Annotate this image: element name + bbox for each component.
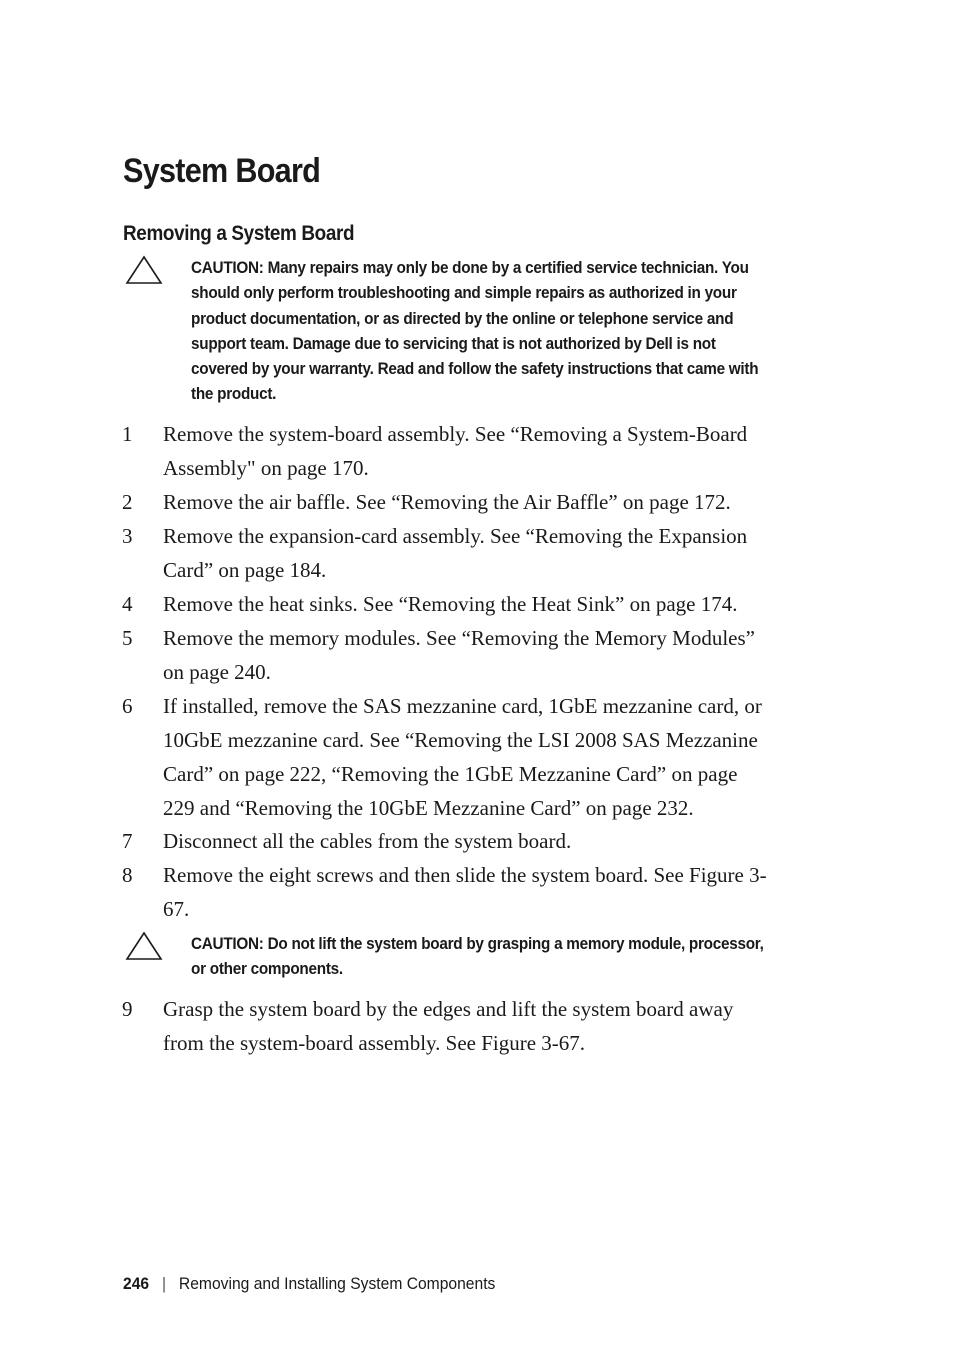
footer-separator: | bbox=[161, 1274, 167, 1293]
caution-text: CAUTION: Many repairs may only be done by a certified service technician. You should only perform troubleshooting and simple repairs as authorized in your product documentation, or as directed by the online or telephone service and support team. Damage due to servicing that is not authorized by Dell is not covered by your warranty. Read and follow the safety instructions that came with the product. bbox=[191, 258, 759, 404]
step-text: Remove the memory modules. See “Removing the Memory Modules” on page 240. bbox=[163, 626, 755, 684]
page-footer bbox=[123, 1272, 495, 1296]
chapter-title: Removing and Installing System Components bbox=[178, 1274, 496, 1293]
step-text: Remove the heat sinks. See “Removing the Heat Sink” on page 174. bbox=[163, 592, 738, 616]
step-text: If installed, remove the SAS mezzanine card, 1GbE mezzanine card, or 10GbE mezzanine card. See “Removing the LSI 2008 SAS Mezzanine Card” on page 222, “Removing the 1GbE Mezzanine Card” on page 229 and “Removing the 10GbE Mezzanine Card” on page 232. bbox=[163, 694, 762, 820]
section-title: Removing a System Board bbox=[123, 222, 355, 245]
caution-triangle-icon bbox=[125, 931, 163, 961]
step-number: 8 bbox=[122, 863, 133, 887]
step-number: 5 bbox=[122, 626, 133, 650]
step-number: 3 bbox=[122, 524, 133, 548]
page-title: System Board bbox=[123, 152, 321, 190]
caution-text: CAUTION: Do not lift the system board by grasping a memory module, processor, or other components. bbox=[191, 934, 764, 979]
step-number: 4 bbox=[122, 592, 133, 616]
step-text: Remove the air baffle. See “Removing the Air Baffle” on page 172. bbox=[163, 490, 731, 514]
step-text: Remove the system-board assembly. See “Removing a System-Board Assembly" on page 170. bbox=[163, 422, 748, 480]
step-number: 7 bbox=[122, 829, 133, 853]
step-text: Disconnect all the cables from the system board. bbox=[163, 829, 572, 853]
step-text: Grasp the system board by the edges and lift the system board away from the system-board assembly. See Figure 3-67. bbox=[163, 997, 734, 1055]
step-number: 2 bbox=[122, 490, 133, 514]
step-number: 6 bbox=[122, 694, 133, 718]
page-number: 246 bbox=[123, 1274, 150, 1293]
caution-triangle-icon bbox=[125, 255, 163, 285]
step-number: 1 bbox=[122, 422, 133, 446]
step-text: Remove the expansion-card assembly. See “Removing the Expansion Card” on page 184. bbox=[163, 524, 748, 582]
step-number: 9 bbox=[122, 997, 133, 1021]
step-text: Remove the eight screws and then slide the system board. See Figure 3- 67. bbox=[163, 863, 767, 921]
